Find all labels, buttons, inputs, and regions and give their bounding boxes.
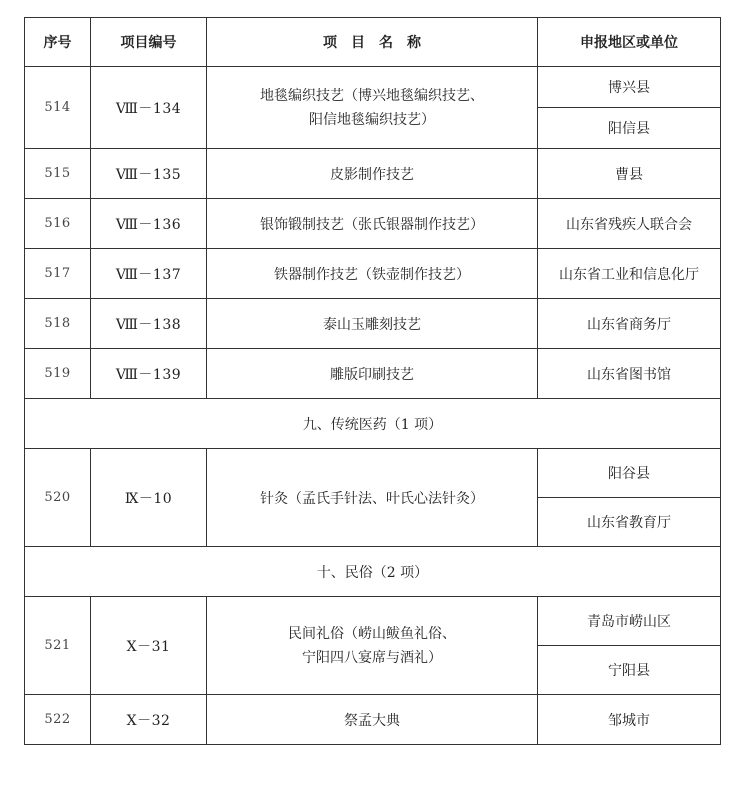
row-unit: 山东省图书馆 bbox=[538, 349, 721, 399]
table-row bbox=[25, 299, 721, 349]
table-row bbox=[25, 695, 721, 745]
row-name-line1: 地毯编织技艺（博兴地毯编织技艺、 bbox=[260, 87, 484, 104]
row-name: 泰山玉雕刻技艺 bbox=[207, 299, 538, 349]
table-header-row bbox=[25, 18, 721, 67]
row-code: Ⅷ－138 bbox=[91, 299, 207, 349]
table-row bbox=[25, 199, 721, 249]
category-title: 九、传统医药（1 项） bbox=[25, 399, 721, 449]
row-name bbox=[207, 67, 538, 149]
row-unit: 山东省商务厅 bbox=[538, 299, 721, 349]
row-name: 银饰锻制技艺（张氏银器制作技艺） bbox=[207, 199, 538, 249]
table-row bbox=[25, 349, 721, 399]
row-unit: 山东省教育厅 bbox=[538, 498, 721, 547]
row-seq: 517 bbox=[25, 249, 91, 299]
category-row bbox=[25, 547, 721, 597]
row-unit: 青岛市崂山区 bbox=[538, 597, 721, 646]
row-code: Ⅷ－139 bbox=[91, 349, 207, 399]
row-seq: 519 bbox=[25, 349, 91, 399]
row-unit: 阳谷县 bbox=[538, 449, 721, 498]
row-name: 祭孟大典 bbox=[207, 695, 538, 745]
row-code: Ⅷ－136 bbox=[91, 199, 207, 249]
row-name-line2: 宁阳四八宴席与酒礼） bbox=[302, 649, 442, 666]
row-code: Ⅹ－32 bbox=[91, 695, 207, 745]
row-seq: 514 bbox=[25, 67, 91, 149]
row-unit: 宁阳县 bbox=[538, 646, 721, 695]
header-seq: 序号 bbox=[25, 18, 91, 67]
row-unit: 山东省工业和信息化厅 bbox=[538, 249, 721, 299]
header-unit: 申报地区或单位 bbox=[538, 18, 721, 67]
row-code: Ⅸ－10 bbox=[91, 449, 207, 547]
row-unit: 山东省残疾人联合会 bbox=[538, 199, 721, 249]
row-seq: 515 bbox=[25, 149, 91, 199]
row-name: 雕版印刷技艺 bbox=[207, 349, 538, 399]
row-unit: 邹城市 bbox=[538, 695, 721, 745]
row-unit: 曹县 bbox=[538, 149, 721, 199]
row-name-line1: 民间礼俗（崂山鲅鱼礼俗、 bbox=[288, 625, 456, 642]
table-row bbox=[25, 449, 721, 498]
row-name bbox=[207, 597, 538, 695]
table-row bbox=[25, 149, 721, 199]
header-name: 项 目 名 称 bbox=[207, 18, 538, 67]
table-row bbox=[25, 67, 721, 108]
row-code: Ⅷ－135 bbox=[91, 149, 207, 199]
row-name: 针灸（孟氏手针法、叶氏心法针灸） bbox=[207, 449, 538, 547]
table-row bbox=[25, 249, 721, 299]
category-title: 十、民俗（2 项） bbox=[25, 547, 721, 597]
row-seq: 522 bbox=[25, 695, 91, 745]
row-seq: 521 bbox=[25, 597, 91, 695]
row-seq: 520 bbox=[25, 449, 91, 547]
row-seq: 518 bbox=[25, 299, 91, 349]
row-name: 铁器制作技艺（铁壶制作技艺） bbox=[207, 249, 538, 299]
row-code: Ⅹ－31 bbox=[91, 597, 207, 695]
row-code: Ⅷ－137 bbox=[91, 249, 207, 299]
category-row bbox=[25, 399, 721, 449]
header-code: 项目编号 bbox=[91, 18, 207, 67]
row-code: Ⅷ－134 bbox=[91, 67, 207, 149]
table-row bbox=[25, 597, 721, 646]
row-name: 皮影制作技艺 bbox=[207, 149, 538, 199]
row-unit: 博兴县 bbox=[538, 67, 721, 108]
row-seq: 516 bbox=[25, 199, 91, 249]
row-name-line2: 阳信地毯编织技艺） bbox=[309, 111, 435, 128]
heritage-project-table bbox=[24, 17, 721, 745]
row-unit: 阳信县 bbox=[538, 108, 721, 149]
